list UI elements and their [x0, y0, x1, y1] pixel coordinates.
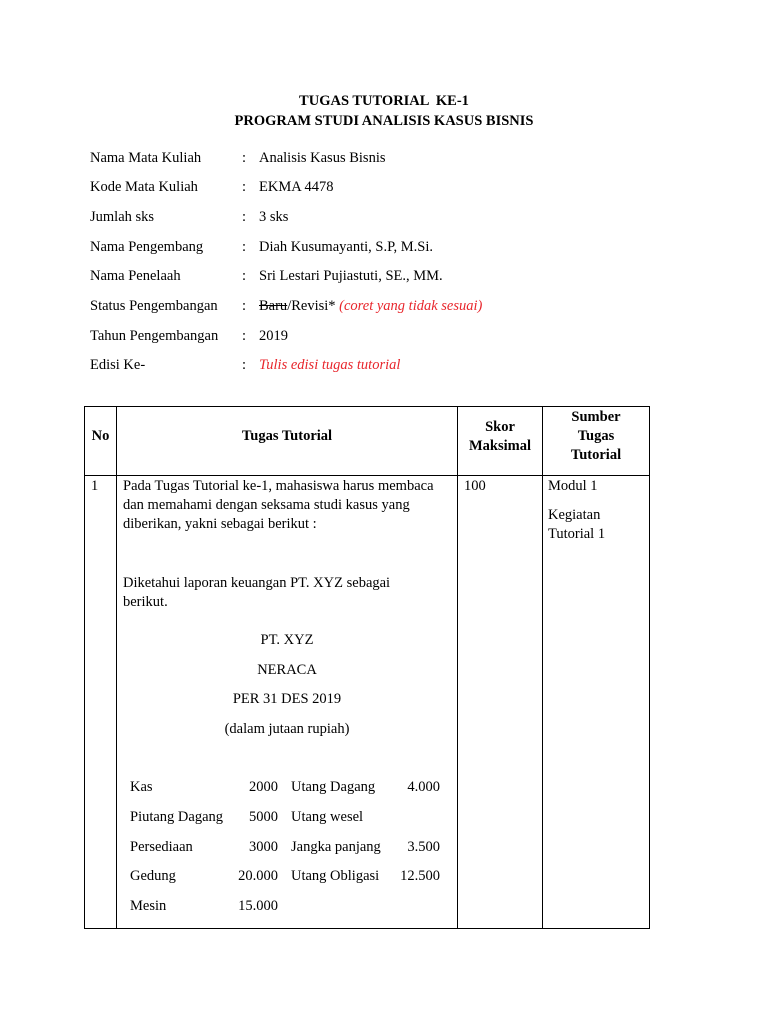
asset-item: Gedung	[130, 868, 176, 884]
meta-label: Tahun Pengembangan	[90, 328, 219, 344]
meta-colon: :	[242, 298, 247, 314]
source-activity	[548, 506, 605, 544]
meta-row-course-code	[90, 179, 690, 199]
header-source	[543, 408, 649, 465]
header-source-line: Tutorial	[570, 447, 622, 463]
header-score	[458, 418, 542, 456]
task-intro	[123, 477, 455, 534]
asset-value: 2000	[249, 779, 278, 795]
liability-item: Utang Dagang	[291, 779, 376, 795]
task-intro-line: Pada Tugas Tutorial ke-1, mahasiswa harus membaca	[123, 478, 434, 494]
meta-row-developer	[90, 239, 690, 259]
document-title: TUGAS TUTORIAL KE-1	[299, 93, 469, 109]
meta-colon: :	[242, 179, 247, 195]
balance-row	[130, 809, 440, 829]
header-score-line: Skor	[485, 419, 515, 435]
source-activity-line: Kegiatan	[548, 507, 601, 523]
status-rest: /Revisi*	[287, 298, 340, 314]
statement-period: PER 31 DES 2019	[232, 691, 342, 707]
meta-row-development-year	[90, 328, 690, 348]
header-task: Tugas Tutorial	[241, 428, 333, 444]
meta-row-credits	[90, 209, 690, 229]
meta-label: Jumlah sks	[90, 209, 155, 225]
statement-unit: (dalam jutaan rupiah)	[224, 721, 350, 737]
meta-colon: :	[242, 239, 247, 255]
meta-label: Nama Mata Kuliah	[90, 150, 202, 166]
status-note: (coret yang tidak sesuai)	[339, 298, 483, 314]
asset-item: Piutang Dagang	[130, 809, 224, 825]
meta-colon: :	[242, 328, 247, 344]
tutorial-task-table	[84, 406, 650, 929]
asset-value: 20.000	[238, 868, 278, 884]
liability-item: Utang Obligasi	[291, 868, 380, 884]
balance-row	[130, 868, 440, 888]
meta-label: Nama Pengembang	[90, 239, 204, 255]
statement-name: NERACA	[257, 662, 317, 678]
liability-item: Utang wesel	[291, 809, 364, 825]
header-no: No	[91, 428, 110, 444]
asset-item: Kas	[130, 779, 153, 795]
header-source-line: Tugas	[577, 428, 615, 444]
meta-label: Edisi Ke-	[90, 357, 146, 373]
meta-value: EKMA 4478	[259, 179, 334, 195]
meta-label: Nama Penelaah	[90, 268, 181, 284]
meta-row-reviewer	[90, 268, 690, 288]
balance-row	[130, 839, 440, 859]
balance-row	[130, 779, 440, 799]
meta-colon: :	[242, 209, 247, 225]
case-description	[123, 574, 390, 612]
source-activity-line: Tutorial 1	[548, 526, 606, 542]
row-number: 1	[91, 478, 99, 494]
meta-value: 3 sks	[259, 209, 289, 225]
meta-colon: :	[242, 150, 247, 166]
header-score-line: Maksimal	[468, 438, 532, 454]
asset-item: Mesin	[130, 898, 167, 914]
liability-value: 4.000	[407, 779, 440, 795]
case-line: berikut.	[123, 594, 168, 610]
asset-value: 3000	[249, 839, 278, 855]
statement-company: PT. XYZ	[260, 632, 314, 648]
asset-value: 5000	[249, 809, 278, 825]
document-subtitle: PROGRAM STUDI ANALISIS KASUS BISNIS	[234, 113, 534, 129]
header-source-line: Sumber	[571, 409, 621, 425]
meta-colon: :	[242, 268, 247, 284]
meta-value: Diah Kusumayanti, S.P, M.Si.	[259, 239, 434, 255]
meta-value: 2019	[259, 328, 288, 344]
meta-row-edition	[90, 357, 690, 377]
max-score: 100	[464, 478, 486, 494]
meta-value: Analisis Kasus Bisnis	[259, 150, 386, 166]
liability-value: 3.500	[407, 839, 440, 855]
column-divider	[542, 407, 543, 928]
header-divider	[85, 475, 649, 476]
struck-status: Baru	[259, 298, 288, 314]
meta-value: Sri Lestari Pujiastuti, SE., MM.	[259, 268, 443, 284]
liability-item: Jangka panjang	[291, 839, 381, 855]
meta-row-development-status	[90, 298, 690, 318]
balance-row	[130, 898, 440, 918]
source-module: Modul 1	[548, 478, 598, 494]
meta-label: Status Pengembangan	[90, 298, 218, 314]
meta-label: Kode Mata Kuliah	[90, 179, 198, 195]
balance-sheet	[130, 779, 440, 929]
asset-value: 15.000	[238, 898, 278, 914]
meta-row-course-name	[90, 150, 690, 170]
task-intro-line: diberikan, yakni sebagai berikut :	[123, 516, 317, 532]
task-intro-line: dan memahami dengan seksama studi kasus yang	[123, 497, 410, 513]
column-divider	[457, 407, 458, 928]
meta-value: Tulis edisi tugas tutorial	[259, 357, 401, 373]
meta-colon: :	[242, 357, 247, 373]
case-line: Diketahui laporan keuangan PT. XYZ sebagai	[123, 575, 391, 591]
liability-value: 12.500	[400, 868, 440, 884]
asset-item: Persediaan	[130, 839, 193, 855]
meta-value	[259, 298, 482, 315]
